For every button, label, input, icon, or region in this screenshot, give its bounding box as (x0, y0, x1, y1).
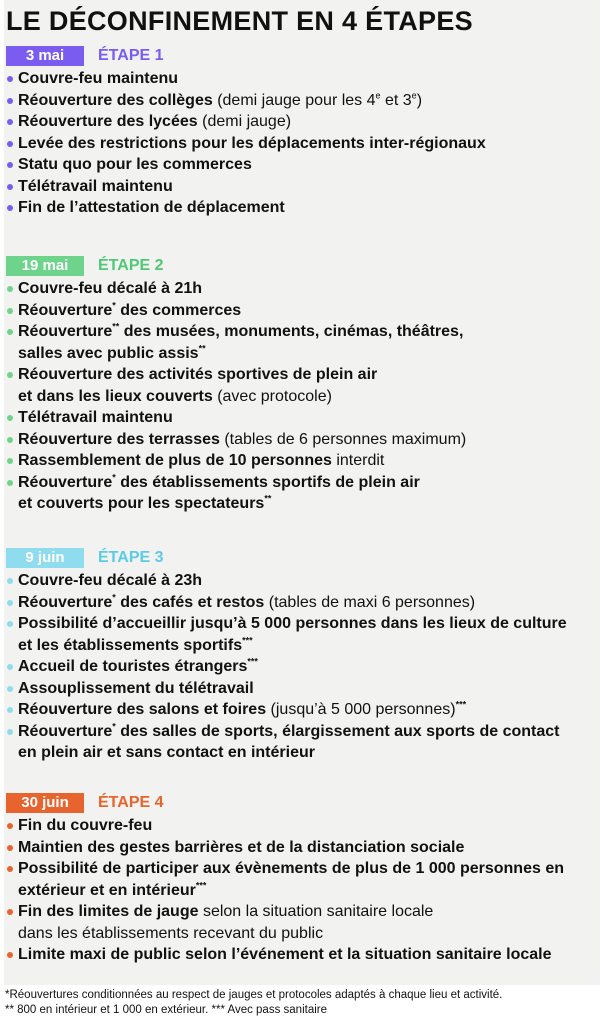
item-note: (demi jauge pour les 4e et 3e) (217, 90, 423, 109)
list-item: Couvre-feu décalé à 21h (6, 278, 600, 300)
bullet-icon (7, 729, 13, 735)
bullet-icon (7, 686, 13, 692)
date-badge: 3 mai (6, 46, 84, 66)
bullet-icon (7, 909, 13, 915)
item-text: Télétravail maintenu (18, 177, 173, 195)
list-item: Accueil de touristes étrangers*** (6, 656, 600, 678)
bullet-icon (7, 437, 13, 443)
item-note: (demi jauge) (202, 113, 292, 130)
bullet-icon (7, 329, 13, 335)
bullet-icon (7, 184, 13, 190)
list-item: Rassemblement de plus de 10 personnes interdit (6, 450, 600, 472)
bullet-icon (7, 372, 13, 378)
page-title: LE DÉCONFINEMENT EN 4 ÉTAPES (6, 6, 473, 36)
bullet-icon (7, 308, 13, 314)
list-item: Télétravail maintenu (6, 407, 600, 429)
bullet-icon (7, 286, 13, 292)
list-item (6, 197, 600, 219)
stage-label: ÉTAPE 2 (98, 257, 164, 274)
stage-header (6, 548, 600, 568)
bullet-icon (7, 707, 13, 713)
list-item: Réouverture* des cafés et restos (tables de maxi 6 personnes) (6, 592, 600, 614)
list-item: Possibilité de participer aux évènements de plus de 1 000 personnes en extérieur et en intérieur*** (6, 858, 600, 901)
list-item (6, 90, 600, 112)
list-item: Fin des limites de jauge selon la situation sanitaire locale dans les établissements recevant du public (6, 901, 600, 944)
item-text: Couvre-feu maintenu (18, 70, 179, 87)
list-item: Réouverture* des établissements sportifs de plein air et couverts pour les spectateurs** (6, 472, 600, 515)
bullet-icon (7, 76, 13, 82)
measure-list (6, 68, 600, 219)
list-item (6, 176, 600, 198)
footnote-line: *Réouvertures conditionnées au respect de jauges et protocoles adaptés à chaque lieu et activité. (5, 989, 503, 1001)
bullet-icon (7, 205, 13, 211)
list-item: Maintien des gestes barrières et de la distanciation sociale (6, 837, 600, 859)
item-text: Fin de l’attestation de déplacement (18, 199, 285, 216)
measure-list (6, 815, 600, 966)
list-item (6, 111, 600, 133)
bullet-icon (7, 98, 13, 104)
bullet-icon (7, 845, 13, 851)
date-badge: 9 juin (6, 548, 84, 568)
list-item: Possibilité d’accueillir jusqu’à 5 000 personnes dans les lieux de culture et les établissements sportifs*** (6, 613, 600, 656)
stage-4 (6, 793, 600, 966)
date-badge: 19 mai (6, 256, 84, 276)
stage-label: ÉTAPE 4 (98, 794, 164, 811)
item-text: Réouverture des collèges (18, 91, 213, 109)
stage-2 (6, 256, 600, 515)
stage-label: ÉTAPE 1 (98, 47, 164, 64)
bullet-icon (7, 621, 13, 627)
list-item: Réouverture des salons et foires (jusqu’à 5 000 personnes)*** (6, 699, 600, 721)
stage-header (6, 46, 600, 66)
list-item (6, 154, 600, 176)
item-text: Réouverture des lycées (18, 113, 198, 130)
bullet-icon (7, 480, 13, 486)
list-item (6, 133, 600, 155)
bullet-icon (7, 162, 13, 168)
list-item: Limite maxi de public selon l’événement et la situation sanitaire locale (6, 944, 600, 966)
measure-list (6, 278, 600, 515)
list-item: Réouverture des activités sportives de plein air et dans les lieux couverts (avec protocole) (6, 364, 600, 407)
list-item: Assouplissement du télétravail (6, 678, 600, 700)
stage-label: ÉTAPE 3 (98, 549, 164, 566)
bullet-icon (7, 458, 13, 464)
list-item: Couvre-feu décalé à 23h (6, 570, 600, 592)
footnotes (5, 988, 502, 1018)
bullet-icon (7, 600, 13, 606)
bullet-icon (7, 664, 13, 670)
list-item: Fin du couvre-feu (6, 815, 600, 837)
list-item: Réouverture des terrasses (tables de 6 personnes maximum) (6, 429, 600, 451)
list-item: Réouverture* des salles de sports, élargissement aux sports de contact en plein air et sans contact en intérieur (6, 721, 600, 764)
stage-header (6, 256, 600, 276)
bullet-icon (7, 952, 13, 958)
bullet-icon (7, 866, 13, 872)
item-text: Levée des restrictions pour les déplacements inter-régionaux (18, 134, 486, 152)
stage-3 (6, 548, 600, 764)
list-item (6, 68, 600, 90)
date-badge: 30 juin (6, 793, 84, 813)
stage-header (6, 793, 600, 813)
bullet-icon (7, 141, 13, 147)
bullet-icon (7, 415, 13, 421)
bullet-icon (7, 823, 13, 829)
item-text: Statu quo pour les commerces (18, 156, 252, 173)
measure-list (6, 570, 600, 764)
stage-1 (6, 46, 600, 219)
bullet-icon (7, 578, 13, 584)
list-item: Réouverture** des musées, monuments, cinémas, théâtres, salles avec public assis** (6, 321, 600, 364)
footnote-line: ** 800 en intérieur et 1 000 en extérieur. *** Avec pass sanitaire (5, 1004, 327, 1016)
bullet-icon (7, 119, 13, 125)
list-item: Réouverture* des commerces (6, 300, 600, 322)
